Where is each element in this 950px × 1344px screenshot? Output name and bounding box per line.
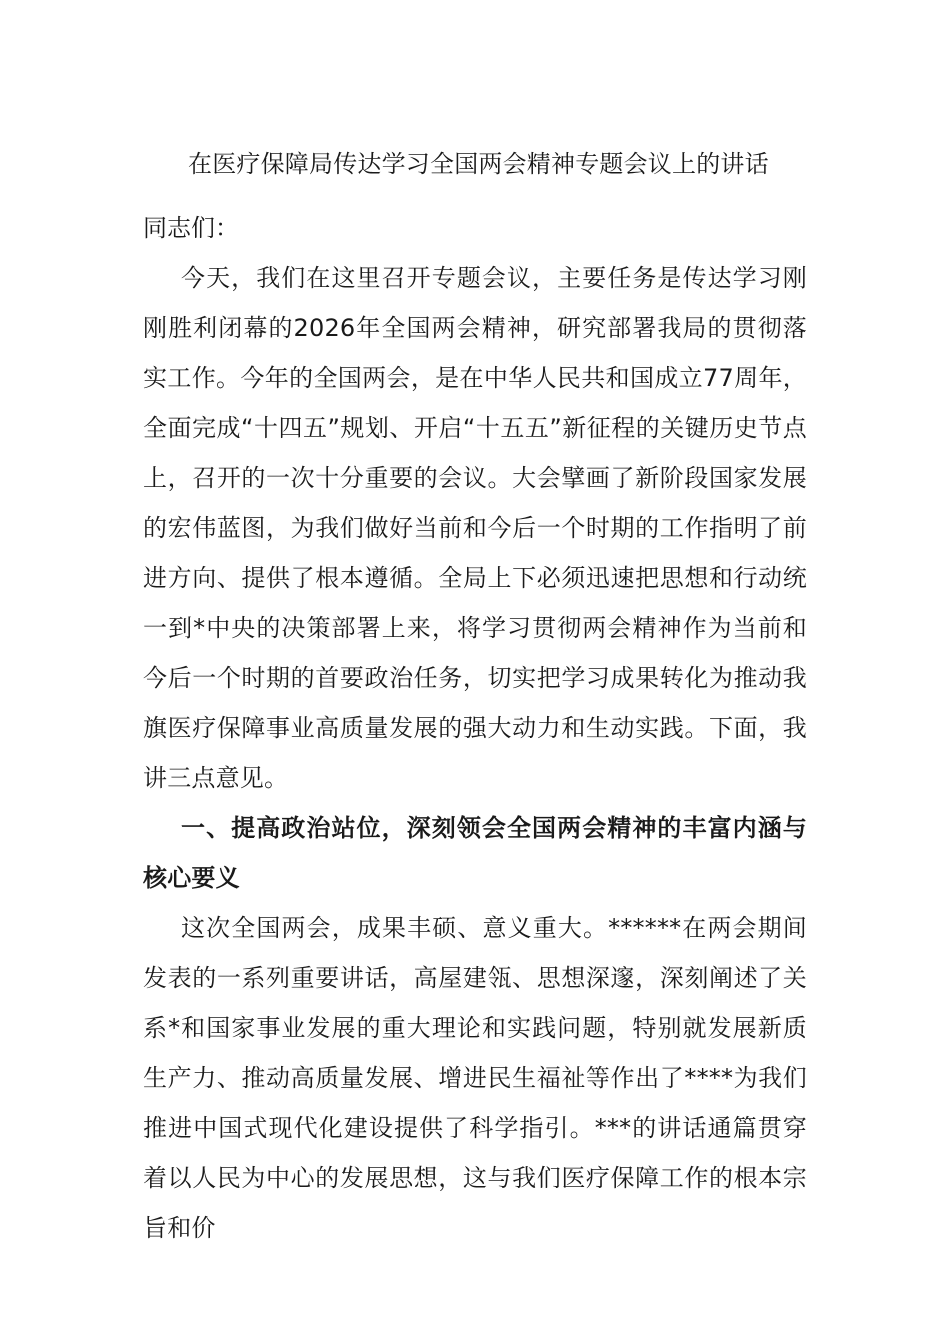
paragraph-intro: 今天，我们在这里召开专题会议，主要任务是传达学习刚刚胜利闭幕的2026年全国两会精神，研究部署我局的贯彻落实工作。今年的全国两会，是在中华人民共和国成立77周年，全面完成“十四五”规划、开启“十五五”新征程的关键历史节点上，召开的一次十分重要的会议。大会擘画了新阶段国家发展的宏伟蓝图，为我们做好当前和今后一个时期的工作指明了前进方向、提供了根本遵循。全局上下必须迅速把思想和行动统一到*中央的决策部署上来，将学习贯彻两会精神作为当前和今后一个时期的首要政治任务，切实把学习成果转化为推动我旗医疗保障事业高质量发展的强大动力和生动实践。下面，我讲三点意见。	[143, 264, 807, 792]
salutation: 同志们：	[143, 214, 239, 242]
paragraph-section-1: 这次全国两会，成果丰硕、意义重大。******在两会期间发表的一系列重要讲话，高屋建瓴、思想深邃，深刻阐述了关系*和国家事业发展的重大理论和实践问题，特别就发展新质生产力、推动高质量发展、增进民生福祉等作出了****为我们推进中国式现代化建设提供了科学指引。***的讲话通篇贯穿着以人民为中心的发展思想，这与我们医疗保障工作的根本宗旨和价	[143, 914, 807, 1242]
section-heading-1: 一、提高政治站位，深刻领会全国两会精神的丰富内涵与核心要义	[143, 814, 807, 892]
document-title: 在医疗保障局传达学习全国两会精神专题会议上的讲话	[188, 150, 769, 178]
